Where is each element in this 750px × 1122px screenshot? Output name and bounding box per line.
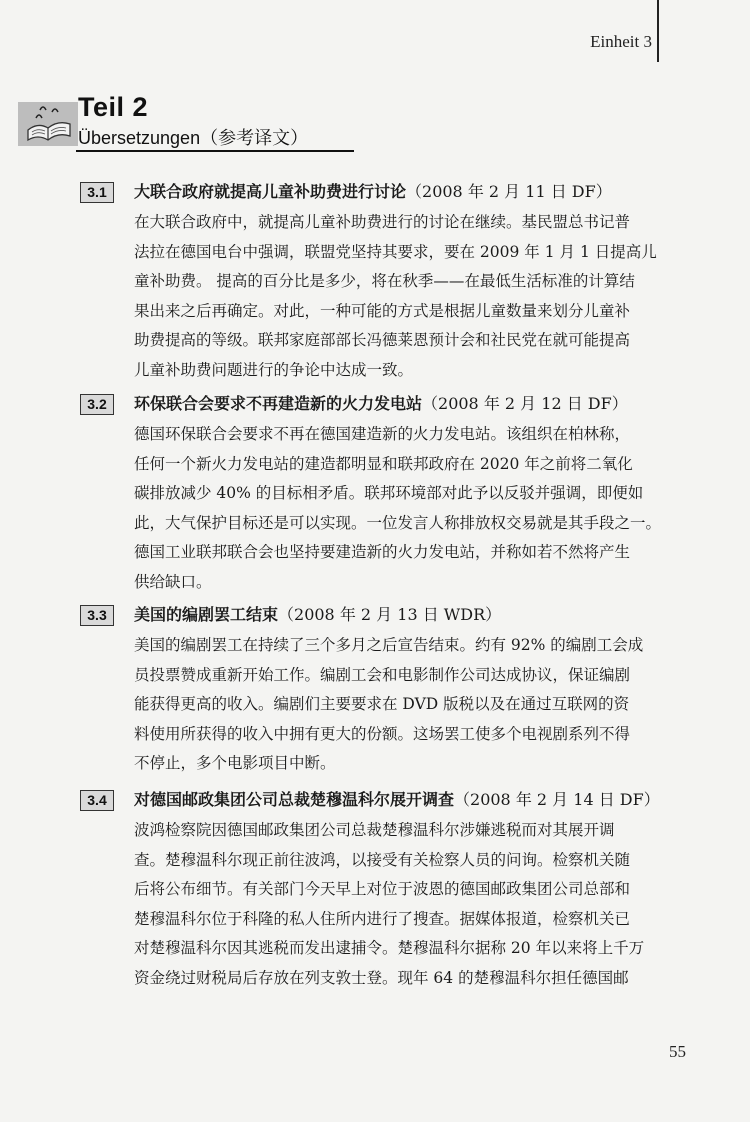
section-number-box: 3.2	[80, 394, 114, 415]
running-head: Einheit 3	[590, 32, 652, 51]
body-line: 碳排放减少 40% 的目标相矛盾。联邦环境部对此予以反驳并强调，即便如	[134, 484, 644, 502]
section-title	[134, 788, 660, 812]
section-body	[134, 208, 670, 385]
section-title-text: 美国的编剧罢工结束	[134, 605, 279, 624]
section-number-box: 3.3	[80, 605, 114, 626]
teil-title: Teil 2	[78, 92, 149, 122]
section-title	[134, 392, 628, 416]
page-number: 55	[669, 1042, 686, 1061]
body-line: 助费提高的等级。联邦家庭部部长冯德莱恩预计会和社民党在就可能提高	[134, 331, 631, 349]
body-line: 员投票赞成重新开始工作。编剧工会和电影制作公司达成协议，保证编剧	[134, 665, 631, 684]
body-line: 在大联合政府中，就提高儿童补助费进行的讨论在继续。基民盟总书记普	[134, 213, 631, 231]
body-line: 德国环保联合会要求不再在德国建造新的火力发电站。该组织在柏林称，	[134, 425, 631, 443]
section-number-box: 3.4	[80, 790, 114, 811]
body-line: 儿童补助费问题进行的争论中达成一致。	[134, 360, 414, 379]
section-body	[134, 420, 670, 597]
body-line: 能获得更高的收入。编剧们主要要求在 DVD 版税以及在通过互联网的资	[134, 695, 630, 713]
body-line: 德国工业联邦联合会也坚持要建造新的火力发电站，并称如若不然将产生	[134, 543, 631, 561]
body-line: 查。楚穆温科尔现正前往波鸿，以接受有关检察人员的问询。检察机关随	[134, 850, 631, 869]
body-line: 楚穆温科尔位于科隆的私人住所内进行了搜查。据媒体报道，检察机关已	[134, 909, 631, 928]
body-line: 料使用所获得的收入中拥有更大的份额。这场罢工使多个电视剧系列不得	[134, 724, 631, 743]
section-body	[134, 816, 670, 993]
section-source: （2008 年 2 月 13 日 WDR）	[278, 605, 502, 624]
header-rule	[657, 0, 659, 62]
body-line: 此，大气保护目标还是可以实现。一位发言人称排放权交易就是其手段之一。	[134, 513, 662, 532]
teil-underline	[76, 150, 354, 152]
body-line: 后将公布细节。有关部门今天早上对位于波恩的德国邮政集团公司总部和	[134, 880, 631, 898]
section-title	[134, 603, 501, 627]
body-line: 对楚穆温科尔因其逃税而发出逮捕令。楚穆温科尔据称 20 年以来将上千万	[134, 939, 645, 957]
body-line: 任何一个新火力发电站的建造都明显和联邦政府在 2020 年之前将二氧化	[134, 454, 633, 473]
open-book-icon	[18, 96, 78, 148]
section-title-text: 对德国邮政集团公司总裁楚穆温科尔展开调查	[134, 790, 455, 809]
body-line: 供给缺口。	[134, 572, 212, 591]
section-source: （2008 年 2 月 12 日 DF）	[422, 394, 628, 413]
teil-heading	[18, 92, 348, 152]
section-source: （2008 年 2 月 11 日 DF）	[406, 182, 612, 201]
body-line: 不停止，多个电影项目中断。	[134, 754, 336, 772]
body-line: 波鸿检察院因德国邮政集团公司总裁楚穆温科尔涉嫌逃税而对其展开调	[134, 821, 615, 839]
teil-subtitle: Übersetzungen（参考译文）	[78, 128, 309, 148]
section-title-text: 大联合政府就提高儿童补助费进行讨论	[134, 182, 407, 201]
section-body	[134, 631, 670, 779]
section-number-box: 3.1	[80, 182, 114, 203]
body-line: 法拉在德国电台中强调，联盟党坚持其要求，要在 2009 年 1 月 1 日提高儿	[134, 242, 657, 261]
body-line: 果出来之后再确定。对此，一种可能的方式是根据儿童数量来划分儿童补	[134, 301, 631, 320]
body-line: 资金绕过财税局后存放在列支敦士登。现年 64 的楚穆温科尔担任德国邮	[134, 968, 629, 987]
section-title	[134, 180, 612, 204]
body-line: 美国的编剧罢工在持续了三个多月之后宣告结束。约有 92% 的编剧工会成	[134, 636, 644, 654]
section-title-text: 环保联合会要求不再建造新的火力发电站	[134, 394, 423, 413]
section-source: （2008 年 2 月 14 日 DF）	[454, 790, 660, 809]
body-line: 童补助费。 提高的百分比是多少，将在秋季——在最低生活标准的计算结	[134, 272, 635, 290]
